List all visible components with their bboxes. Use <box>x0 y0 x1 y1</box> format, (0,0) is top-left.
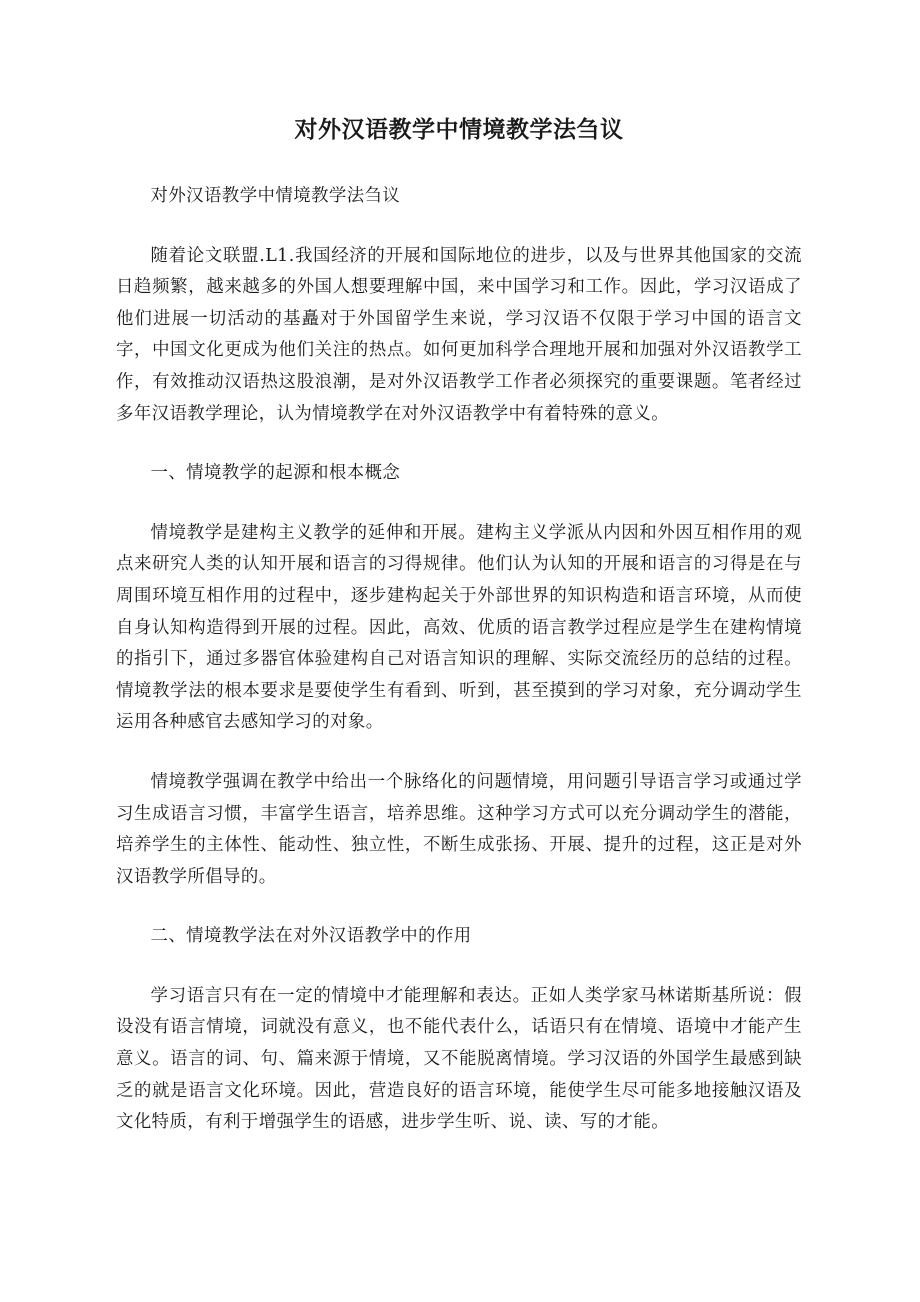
paragraph-intro: 随着论文联盟.L1.我国经济的开展和国际地位的进步，以及与世界其他国家的交流日趋频繁，越来越多的外国人想要理解中国，来中国学习和工作。因此，学习汉语成了他们进展一切活动的基矗对于外国留学生来说，学习汉语不仅限于学习中国的语言文字，中国文化更成为他们关注的热点。如何更加科学合理地开展和加强对外汉语教学工作，有效推动汉语热这股浪潮，是对外汉语教学工作者必须探究的重要课题。笔者经过多年汉语教学理论，认为情境教学在对外汉语教学中有着特殊的意义。 <box>116 245 802 424</box>
document-subtitle: 对外汉语教学中情境教学法刍议 <box>150 186 401 206</box>
paragraph-section2-a: 学习语言只有在一定的情境中才能理解和表达。正如人类学家马林诺斯基所说：假设没有语言情境，词就没有意义，也不能代表什么，话语只有在情境、语境中才能产生意义。语言的词、句、篇来源于情境，又不能脱离情境。学习汉语的外国学生最感到缺乏的就是语言文化环境。因此，营造良好的语言环境，能使学生尽可能多地接触汉语及文化特质，有利于增强学生的语感，进步学生听、说、读、写的才能。 <box>116 985 802 1133</box>
section-heading-2: 二、情境教学法在对外汉语教学中的作用 <box>150 926 472 947</box>
document-title: 对外汉语教学中情境教学法刍议 <box>294 116 624 143</box>
section-heading-1: 一、情境教学的起源和根本概念 <box>150 463 401 484</box>
paragraph-section1-a: 情境教学是建构主义教学的延伸和开展。建构主义学派从内因和外因互相作用的观点来研究人类的认知开展和语言的习得规律。他们认为认知的开展和语言的习得是在与周围环境互相作用的过程中，逐步建构起关于外部世界的知识构造和语言环境，从而使自身认知构造得到开展的过程。因此，高效、优质的语言教学过程应是学生在建构情境的指引下，通过多器官体验建构自己对语言知识的理解、实际交流经历的总结的过程。情境教学法的根本要求是要使学生有看到、听到，甚至摸到的学习对象，充分调动学生运用各种感官去感知学习的对象。 <box>116 522 802 733</box>
paragraph-section1-b: 情境教学强调在教学中给出一个脉络化的问题情境，用问题引导语言学习或通过学习生成语言习惯，丰富学生语言，培养思维。这种学习方式可以充分调动学生的潜能，培养学生的主体性、能动性、独立性，不断生成张扬、开展、提升的过程，这正是对外汉语教学所倡导的。 <box>116 771 802 887</box>
document-page <box>116 0 802 1139</box>
